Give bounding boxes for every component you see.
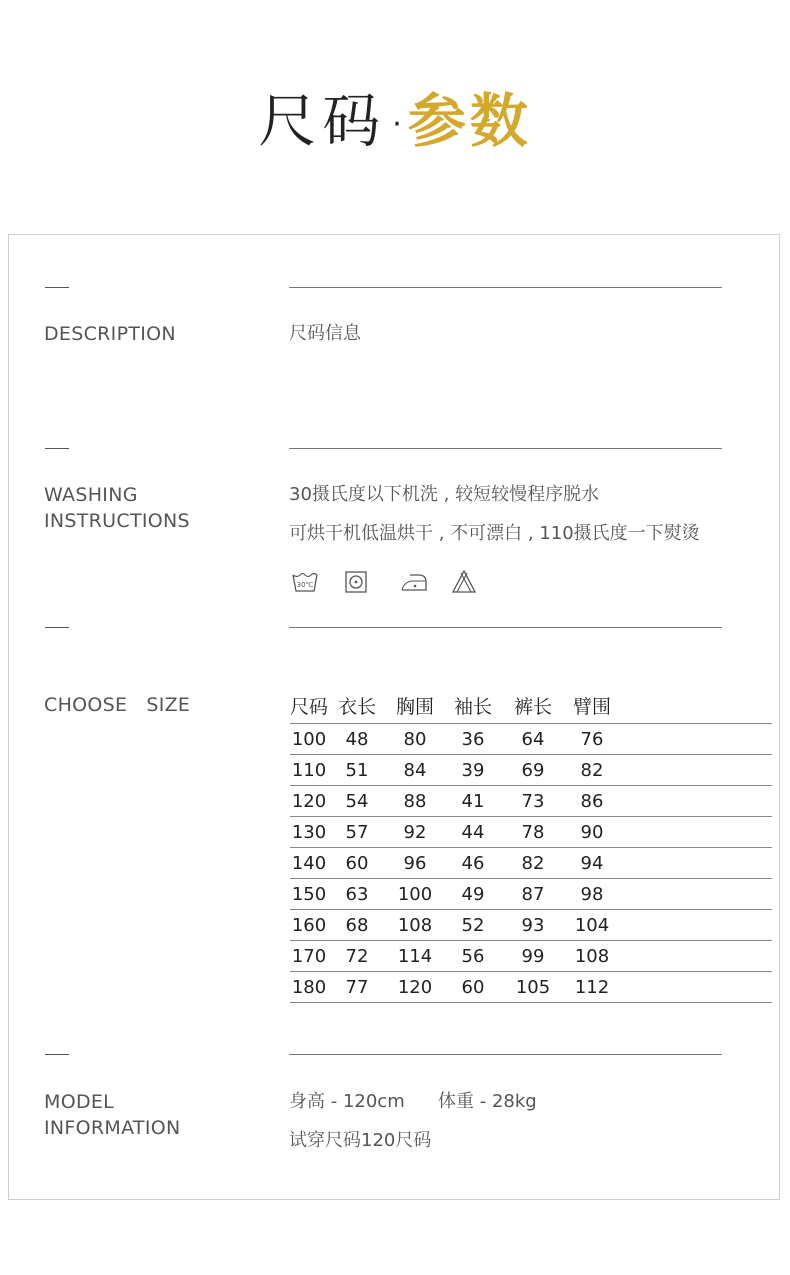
section-dash [45, 627, 69, 628]
section-rule [289, 287, 722, 288]
table-cell-spacer [620, 755, 772, 786]
table-cell: 93 [502, 910, 564, 941]
title-params-text: 参数 [407, 87, 532, 155]
section-dash [45, 287, 69, 288]
iron-icon [399, 569, 429, 595]
table-cell: 76 [564, 724, 620, 755]
page-title [0, 86, 790, 160]
washing-line1: 30摄氏度以下机洗 , 较短较慢程序脱水 [289, 484, 600, 505]
table-cell-spacer [620, 786, 772, 817]
table-cell: 57 [328, 817, 386, 848]
no-bleach-icon [451, 569, 477, 595]
table-cell: 140 [290, 848, 328, 879]
table-cell: 68 [328, 910, 386, 941]
header-arm: 臂围 [564, 687, 620, 724]
model-height: 身高 - 120cm [289, 1091, 405, 1112]
size-label: CHOOSE SIZE [44, 694, 191, 716]
header-spacer [620, 687, 772, 724]
washing-label [44, 482, 190, 534]
header-length: 衣长 [328, 687, 386, 724]
table-cell: 54 [328, 786, 386, 817]
svg-text:30℃: 30℃ [296, 581, 314, 589]
title-dot: · [392, 106, 402, 142]
table-cell: 88 [386, 786, 444, 817]
wash-30-icon [291, 569, 319, 595]
model-weight: 体重 - 28kg [438, 1091, 537, 1112]
spec-panel [8, 234, 780, 1200]
description-label: DESCRIPTION [44, 323, 176, 345]
table-cell: 73 [502, 786, 564, 817]
table-cell: 110 [290, 755, 328, 786]
table-cell: 69 [502, 755, 564, 786]
size-table-header [290, 687, 772, 724]
table-cell: 86 [564, 786, 620, 817]
table-cell: 170 [290, 941, 328, 972]
section-rule [289, 1054, 722, 1055]
table-cell: 100 [386, 879, 444, 910]
table-cell: 82 [502, 848, 564, 879]
washing-label-line1: WASHING [44, 484, 138, 506]
table-cell-spacer [620, 910, 772, 941]
table-row [290, 724, 772, 755]
tumble-dry-icon [344, 569, 368, 595]
table-cell: 94 [564, 848, 620, 879]
table-row [290, 910, 772, 941]
table-cell: 112 [564, 972, 620, 1003]
title-size-text: 尺码 [258, 87, 387, 155]
table-cell: 114 [386, 941, 444, 972]
header-sleeve: 袖长 [444, 687, 502, 724]
section-dash [45, 448, 69, 449]
table-cell: 44 [444, 817, 502, 848]
table-cell: 150 [290, 879, 328, 910]
table-cell: 60 [444, 972, 502, 1003]
size-table [290, 687, 772, 1003]
table-cell: 77 [328, 972, 386, 1003]
table-row [290, 941, 772, 972]
table-cell: 56 [444, 941, 502, 972]
table-cell: 99 [502, 941, 564, 972]
table-cell-spacer [620, 817, 772, 848]
table-row [290, 786, 772, 817]
table-row [290, 879, 772, 910]
washing-label-line2: INSTRUCTIONS [44, 510, 190, 532]
table-cell: 108 [386, 910, 444, 941]
table-cell: 82 [564, 755, 620, 786]
table-cell: 160 [290, 910, 328, 941]
table-cell: 108 [564, 941, 620, 972]
size-table-body [290, 724, 772, 1003]
section-rule [289, 448, 722, 449]
table-cell: 87 [502, 879, 564, 910]
table-cell: 90 [564, 817, 620, 848]
table-row [290, 972, 772, 1003]
table-cell: 96 [386, 848, 444, 879]
table-cell: 120 [386, 972, 444, 1003]
section-dash [45, 1054, 69, 1055]
table-row [290, 755, 772, 786]
table-cell: 48 [328, 724, 386, 755]
table-cell: 80 [386, 724, 444, 755]
table-cell: 105 [502, 972, 564, 1003]
table-cell-spacer [620, 848, 772, 879]
table-cell: 39 [444, 755, 502, 786]
table-cell: 180 [290, 972, 328, 1003]
table-cell: 130 [290, 817, 328, 848]
table-cell: 60 [328, 848, 386, 879]
header-pants: 裤长 [502, 687, 564, 724]
model-label-line1: MODEL [44, 1091, 115, 1113]
table-cell-spacer [620, 879, 772, 910]
table-cell: 84 [386, 755, 444, 786]
washing-line2: 可烘干机低温烘干 , 不可漂白 , 110摄氏度一下熨烫 [289, 523, 700, 544]
table-cell: 104 [564, 910, 620, 941]
table-cell: 41 [444, 786, 502, 817]
table-cell: 49 [444, 879, 502, 910]
description-value: 尺码信息 [289, 323, 361, 344]
model-fit: 试穿尺码120尺码 [289, 1130, 432, 1151]
section-rule [289, 627, 722, 628]
table-cell: 98 [564, 879, 620, 910]
table-cell: 64 [502, 724, 564, 755]
table-cell: 120 [290, 786, 328, 817]
header-chest: 胸围 [386, 687, 444, 724]
table-cell: 36 [444, 724, 502, 755]
table-cell-spacer [620, 972, 772, 1003]
table-cell-spacer [620, 724, 772, 755]
model-label-line2: INFORMATION [44, 1117, 181, 1139]
model-label [44, 1089, 181, 1141]
table-row [290, 817, 772, 848]
table-cell: 52 [444, 910, 502, 941]
table-cell: 78 [502, 817, 564, 848]
table-cell: 100 [290, 724, 328, 755]
table-cell: 46 [444, 848, 502, 879]
table-cell: 51 [328, 755, 386, 786]
table-cell: 72 [328, 941, 386, 972]
header-size: 尺码 [290, 687, 328, 724]
table-cell: 63 [328, 879, 386, 910]
table-cell: 92 [386, 817, 444, 848]
table-cell-spacer [620, 941, 772, 972]
table-row [290, 848, 772, 879]
